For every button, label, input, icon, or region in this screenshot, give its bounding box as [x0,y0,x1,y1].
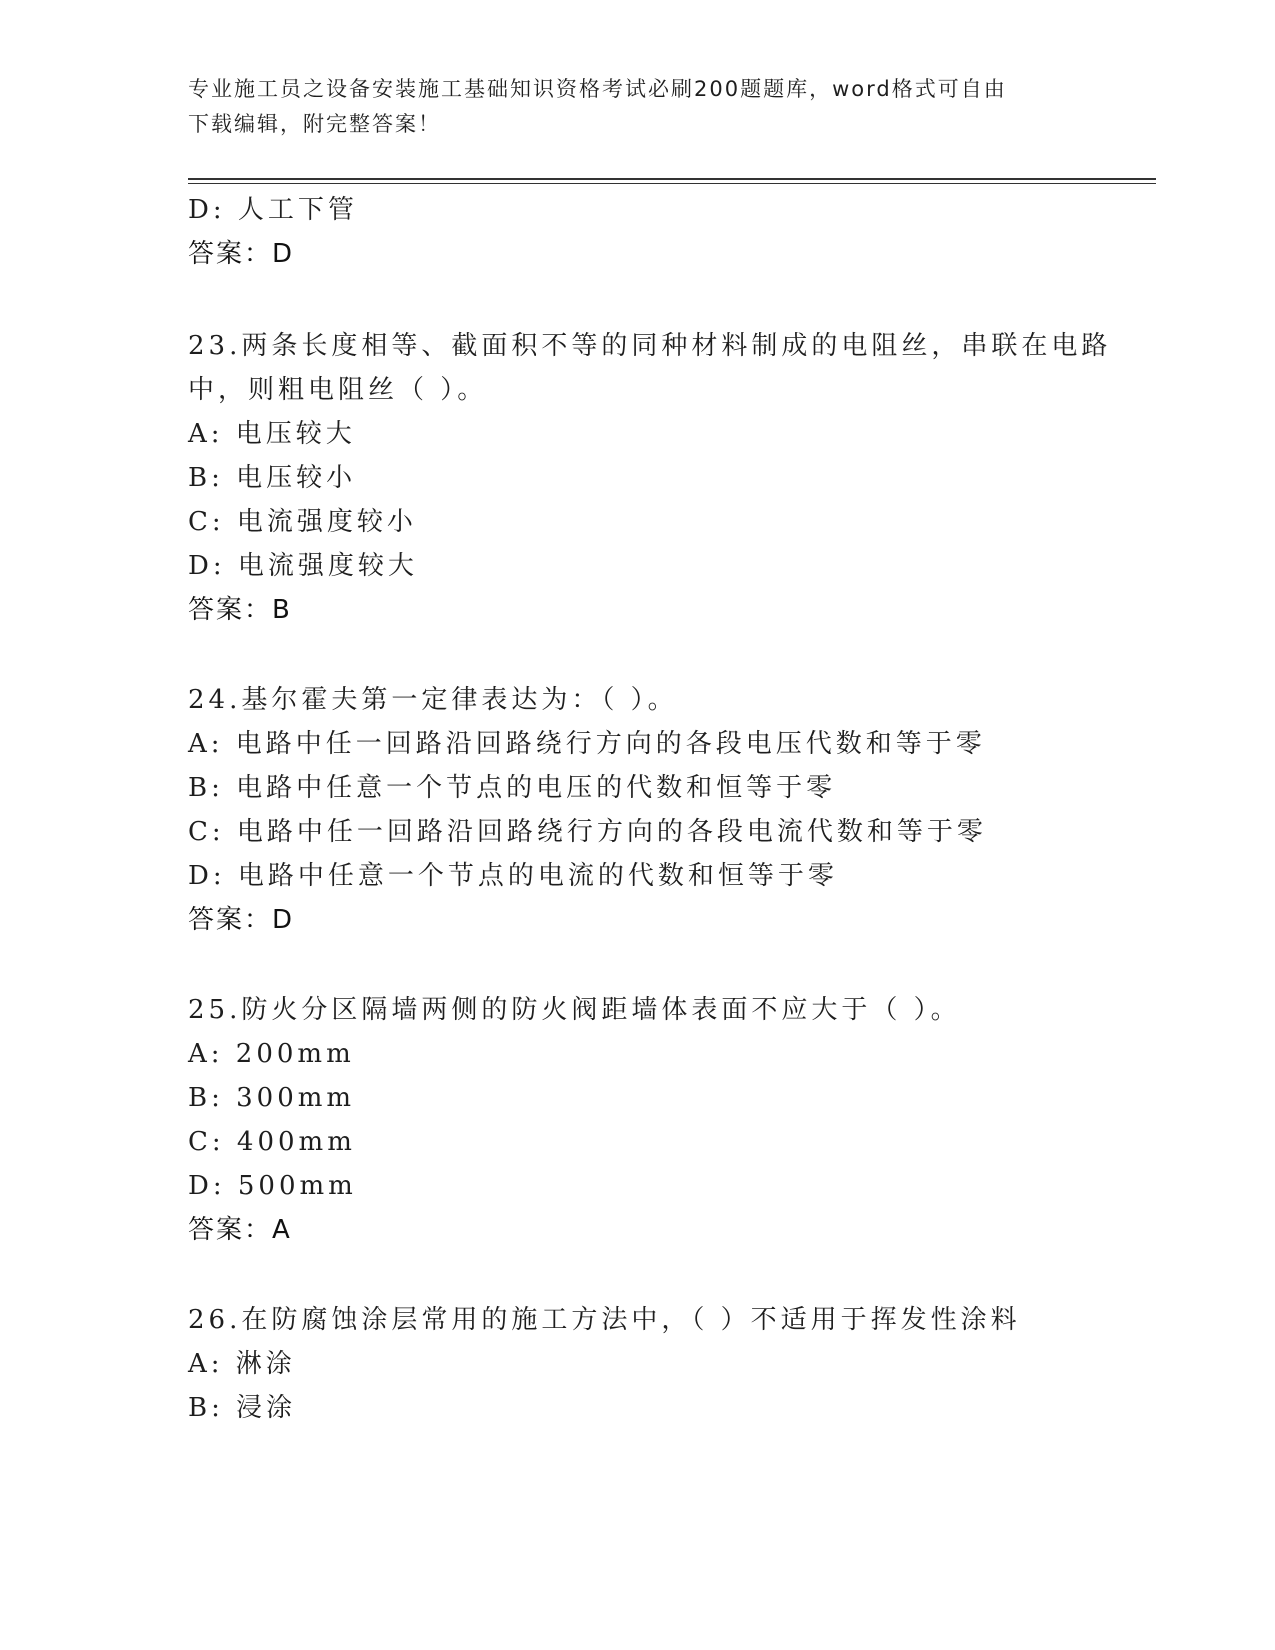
q24-stem-line-1: 24.基尔霍夫第一定律表达为：（ ）。 [188,685,678,715]
q24-option-a: A: 电路中任一回路沿回路绕行方向的各段电压代数和等于零 [188,729,986,759]
q25-answer: 答案：A [188,1215,292,1245]
header-divider [188,178,1156,180]
q24-option-c: C: 电路中任一回路沿回路绕行方向的各段电流代数和等于零 [188,817,987,847]
header-divider-thin [188,183,1156,184]
q23-option-d: D: 电流强度较大 [188,551,418,581]
q25-option-c: C: 400mm [188,1127,356,1157]
q25-option-b: B: 300mm [188,1083,356,1113]
q26-option-b: B: 浸涂 [188,1393,297,1423]
q23-stem-line-2: 中，则粗电阻丝（ ）。 [188,375,488,405]
document-header [188,72,1088,142]
q24-option-d: D: 电路中任意一个节点的电流的代数和恒等于零 [188,861,838,891]
q25-stem-line-1: 25.防火分区隔墙两侧的防火阀距墙体表面不应大于（ ）。 [188,995,961,1025]
q23-answer: 答案：B [188,595,292,625]
q23-stem-line-1: 23.两条长度相等、截面积不等的同种材料制成的电阻丝，串联在电路 [188,331,1112,361]
header-line-2: 下载编辑，附完整答案！ [188,112,441,136]
q25-option-a: A: 200mm [188,1039,355,1069]
q23-option-b: B: 电压较小 [188,463,357,493]
q23-option-c: C: 电流强度较小 [188,507,417,537]
q24-answer: 答案：D [188,905,295,935]
header-line-1: 专业施工员之设备安装施工基础知识资格考试必刷200题题库，word格式可自由 [188,77,1007,101]
q24-option-b: B: 电路中任意一个节点的电压的代数和恒等于零 [188,773,837,803]
q26-stem-line-1: 26.在防腐蚀涂层常用的施工方法中，（ ）不适用于挥发性涂料 [188,1305,1021,1335]
q26-option-a: A: 淋涂 [188,1349,296,1379]
q25-option-d: D: 500mm [188,1171,357,1201]
prev-answer: 答案：D [188,239,295,269]
prev-option-d: D: 人工下管 [188,195,358,225]
q23-option-a: A: 电压较大 [188,419,356,449]
